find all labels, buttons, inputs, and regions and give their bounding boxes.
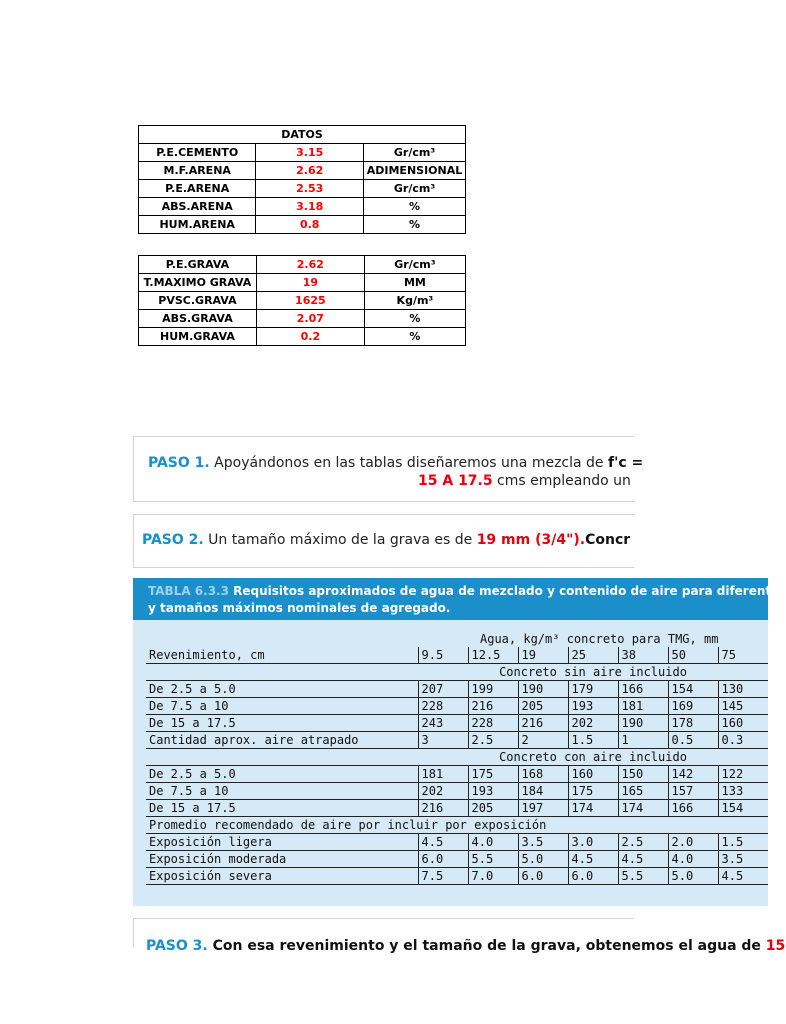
tmg-cell: 9.5 (418, 647, 468, 664)
datos-label: P.E.GRAVA (139, 256, 257, 274)
value-cell: 6.0 (568, 868, 618, 885)
paso-2-box (133, 514, 634, 568)
value-cell: 169 (668, 698, 718, 715)
paso-3-box (133, 918, 786, 954)
value-cell: 197 (518, 800, 568, 817)
table-row (146, 766, 768, 783)
tmg-cell: 12.5 (468, 647, 518, 664)
datos-row (139, 198, 466, 216)
paso-1-range: 15 A 17.5 (418, 473, 493, 489)
row-label: De 2.5 a 5.0 (146, 766, 418, 783)
datos-unit: % (364, 216, 466, 234)
value-cell: 207 (418, 681, 468, 698)
datos-value: 2.07 (256, 310, 364, 328)
tmg-cell: 38 (618, 647, 668, 664)
value-cell: 202 (568, 715, 618, 732)
value-cell: 175 (468, 766, 518, 783)
datos-unit: Gr/cm³ (364, 180, 466, 198)
value-cell: 1.5 (568, 732, 618, 749)
value-cell: 179 (568, 681, 618, 698)
paso-3-num: 15 (765, 938, 786, 954)
value-cell: 160 (718, 715, 768, 732)
datos-label: T.MAXIMO GRAVA (139, 274, 257, 292)
value-cell: 122 (718, 766, 768, 783)
tmg-cell: 25 (568, 647, 618, 664)
value-cell: 228 (468, 715, 518, 732)
paso-1-line-2 (418, 473, 631, 489)
value-cell: 4.0 (668, 851, 718, 868)
datos-unit: % (364, 198, 466, 216)
value-cell: 1.5 (718, 834, 768, 851)
table-row (146, 800, 768, 817)
tabla-number: TABLA 6.3.3 (148, 584, 229, 598)
datos-row (139, 274, 466, 292)
tabla-header (133, 578, 786, 620)
agua-header: Agua, kg/m³ concreto para TMG, mm (480, 632, 719, 646)
value-cell: 5.0 (518, 851, 568, 868)
row-label: De 7.5 a 10 (146, 698, 418, 715)
datos-title: DATOS (139, 126, 466, 144)
datos-value: 3.15 (256, 144, 364, 162)
value-cell: 243 (418, 715, 468, 732)
datos-table-arena (138, 125, 466, 234)
value-cell: 216 (418, 800, 468, 817)
tabla-title-2: y tamaños máximos nominales de agregado. (148, 601, 451, 615)
datos-label: HUM.ARENA (139, 216, 256, 234)
row-label: Exposición severa (146, 868, 418, 885)
section-promedio: Promedio recomendado de aire por incluir por exposición (146, 817, 768, 834)
paso-2-text: Un tamaño máximo de la grava es de (203, 532, 477, 548)
value-cell: 190 (518, 681, 568, 698)
tmg-cell: 75 (718, 647, 768, 664)
paso-2-size: 19 mm (3/4"). (476, 532, 586, 548)
datos-value: 0.8 (256, 216, 364, 234)
value-cell: 2.0 (668, 834, 718, 851)
datos-unit: % (364, 328, 465, 346)
value-cell: 6.0 (518, 868, 568, 885)
value-cell: 145 (718, 698, 768, 715)
value-cell: 4.5 (568, 851, 618, 868)
datos-label: ABS.ARENA (139, 198, 256, 216)
row-label: De 15 a 17.5 (146, 715, 418, 732)
value-cell: 2 (518, 732, 568, 749)
value-cell: 5.5 (618, 868, 668, 885)
value-cell: 1 (618, 732, 668, 749)
row-label: De 15 a 17.5 (146, 800, 418, 817)
value-cell: 216 (518, 715, 568, 732)
value-cell: 184 (518, 783, 568, 800)
datos-row (139, 328, 466, 346)
value-cell: 202 (418, 783, 468, 800)
value-cell: 7.5 (418, 868, 468, 885)
datos-value: 19 (256, 274, 364, 292)
value-cell: 5.0 (668, 868, 718, 885)
table-row (146, 749, 768, 766)
value-cell: 4.5 (618, 851, 668, 868)
value-cell: 130 (718, 681, 768, 698)
datos-value: 3.18 (256, 198, 364, 216)
value-cell: 160 (568, 766, 618, 783)
datos-row (139, 310, 466, 328)
datos-value: 0.2 (256, 328, 364, 346)
value-cell: 3 (418, 732, 468, 749)
value-cell: 181 (618, 698, 668, 715)
table-row (146, 868, 768, 885)
value-cell: 150 (618, 766, 668, 783)
datos-row (139, 144, 466, 162)
paso-3-line (146, 938, 785, 954)
value-cell: 193 (568, 698, 618, 715)
datos-row (139, 292, 466, 310)
table-row (146, 647, 768, 664)
datos-value: 2.62 (256, 256, 364, 274)
datos-title-row (139, 126, 466, 144)
datos-value: 2.62 (256, 162, 364, 180)
paso-2-text-2: Concr (585, 532, 631, 548)
value-cell: 199 (468, 681, 518, 698)
value-cell: 3.0 (568, 834, 618, 851)
datos-row (139, 256, 466, 274)
paso-1-label: PASO 1. (148, 455, 210, 471)
table-row (146, 851, 768, 868)
datos-row (139, 216, 466, 234)
datos-label: P.E.CEMENTO (139, 144, 256, 162)
paso-3-label: PASO 3. (146, 938, 208, 954)
tmg-cell: 50 (668, 647, 718, 664)
row-label: De 2.5 a 5.0 (146, 681, 418, 698)
datos-row (139, 162, 466, 180)
value-cell: 174 (568, 800, 618, 817)
value-cell: 142 (668, 766, 718, 783)
paso-1-fc: f'c = (608, 455, 644, 471)
table-row (146, 783, 768, 800)
datos-table-grava (138, 255, 466, 346)
value-cell: 154 (668, 681, 718, 698)
datos-unit: ADIMENSIONAL (364, 162, 466, 180)
section-sin-aire: Concreto sin aire incluido (418, 664, 768, 681)
datos-unit: Gr/cm³ (364, 256, 465, 274)
value-cell: 166 (668, 800, 718, 817)
row-label: Exposición moderada (146, 851, 418, 868)
row-label: De 7.5 a 10 (146, 783, 418, 800)
table-row (146, 817, 768, 834)
value-cell: 154 (718, 800, 768, 817)
value-cell: 166 (618, 681, 668, 698)
datos-label: P.E.ARENA (139, 180, 256, 198)
value-cell: 3.5 (718, 851, 768, 868)
row-label: Cantidad aprox. aire atrapado (146, 732, 418, 749)
paso-1-box (133, 436, 644, 502)
tabla-6-3-3 (133, 578, 786, 906)
value-cell: 181 (418, 766, 468, 783)
value-cell: 228 (418, 698, 468, 715)
paso-3-text: Con esa revenimiento y el tamaño de la grava, obtenemos el agua de (207, 938, 766, 954)
value-cell: 2.5 (618, 834, 668, 851)
table-row (146, 715, 768, 732)
datos-row (139, 180, 466, 198)
paso-1-text: Apoyándonos en las tablas diseñaremos una mezcla de (209, 455, 608, 471)
datos-label: M.F.ARENA (139, 162, 256, 180)
datos-unit: Kg/m³ (364, 292, 465, 310)
table-row (146, 681, 768, 698)
paso-2-label: PASO 2. (142, 532, 204, 548)
value-cell: 190 (618, 715, 668, 732)
revenimiento-header: Revenimiento, cm (146, 647, 418, 664)
table-row (146, 631, 768, 647)
value-cell: 205 (468, 800, 518, 817)
table-row (146, 732, 768, 749)
water-air-table (146, 631, 768, 885)
datos-unit: Gr/cm³ (364, 144, 466, 162)
paso-1-text-2: cms empleando un (492, 473, 631, 489)
paso-1-line-1 (148, 455, 643, 471)
datos-unit: % (364, 310, 465, 328)
datos-label: HUM.GRAVA (139, 328, 257, 346)
paso-2-line (142, 532, 630, 548)
datos-value: 2.53 (256, 180, 364, 198)
value-cell: 5.5 (468, 851, 518, 868)
value-cell: 175 (568, 783, 618, 800)
datos-value: 1625 (256, 292, 364, 310)
datos-label: ABS.GRAVA (139, 310, 257, 328)
value-cell: 193 (468, 783, 518, 800)
value-cell: 4.5 (418, 834, 468, 851)
value-cell: 165 (618, 783, 668, 800)
value-cell: 205 (518, 698, 568, 715)
table-row (146, 664, 768, 681)
section-con-aire: Concreto con aire incluido (418, 749, 768, 766)
table-row (146, 698, 768, 715)
value-cell: 7.0 (468, 868, 518, 885)
tabla-title-1: Requisitos aproximados de agua de mezclado y contenido de aire para diferentes (228, 584, 786, 598)
tabla-title-line-1 (148, 583, 786, 599)
value-cell: 157 (668, 783, 718, 800)
value-cell: 168 (518, 766, 568, 783)
value-cell: 3.5 (518, 834, 568, 851)
value-cell: 2.5 (468, 732, 518, 749)
value-cell: 216 (468, 698, 518, 715)
value-cell: 174 (618, 800, 668, 817)
value-cell: 4.5 (718, 868, 768, 885)
value-cell: 4.0 (468, 834, 518, 851)
table-row (146, 834, 768, 851)
value-cell: 0.5 (668, 732, 718, 749)
value-cell: 0.3 (718, 732, 768, 749)
row-label: Exposición ligera (146, 834, 418, 851)
datos-unit: MM (364, 274, 465, 292)
value-cell: 6.0 (418, 851, 468, 868)
datos-label: PVSC.GRAVA (139, 292, 257, 310)
value-cell: 178 (668, 715, 718, 732)
value-cell: 133 (718, 783, 768, 800)
tmg-cell: 19 (518, 647, 568, 664)
